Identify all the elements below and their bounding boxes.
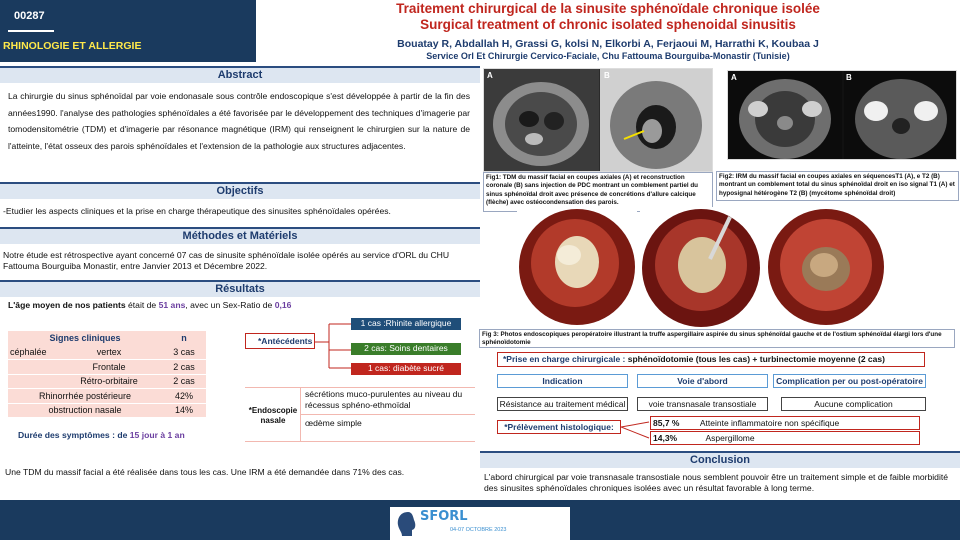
sign-n: 2 cas	[162, 374, 206, 389]
logo-subtext: 04-07 OCTOBRE 2023	[450, 527, 507, 533]
antecedent-item: 1 cas :Rhinite allergique	[351, 318, 461, 330]
duree-value: 15 jour à 1 an	[129, 430, 185, 440]
endoscopie-item: œdème simple	[305, 418, 362, 428]
fig3-endoscopy-photo-1	[517, 207, 637, 327]
resultats-heading: Résultats	[0, 280, 480, 297]
antecedents-label: *Antécédents	[245, 333, 315, 349]
conclusion-heading: Conclusion	[480, 451, 960, 468]
antecedents-connector	[315, 318, 355, 374]
sign-label: Rétro-orbitaire	[56, 374, 162, 389]
fig2-mri-image	[727, 70, 957, 160]
fig3-endoscopy-photo-3	[766, 207, 886, 327]
objectifs-text: -Etudier les aspects cliniques et la prise en charge thérapeutique des sinusites sphénoïdales opérées.	[3, 206, 391, 216]
histo-pct: 85,7 %	[653, 418, 680, 428]
methodes-text: Notre étude est rétrospective ayant concerné 07 cas de sinusite sphénoïdale isolée opérés au service d'ORL du CHU Fattouma Bourguiba Monastir, entre Janvier 2013 et Décembre 2022.	[3, 250, 450, 271]
complication-header: Complication per ou post-opératoire	[773, 374, 926, 388]
conclusion-text: L'abord chirurgical par voie transnasale transostiale nous semblent pouvoir être un traitement simple et de faible morbidité des sinusites sphénoïdales chroniques isolées avec un résultat favorable à long terme.	[484, 472, 949, 493]
table-row	[8, 389, 206, 404]
poster-theme: RHINOLOGIE ET ALLERGIE	[3, 40, 142, 52]
methodes-heading: Méthodes et Matériels	[0, 227, 480, 244]
table-row	[8, 360, 206, 375]
age-value: 51 ans	[158, 300, 186, 310]
indication-header: Indication	[497, 374, 628, 388]
fig2-caption: Fig2: IRM du massif facial en coupes axiales en séquencesT1 (A), e T2 (B) montrant un comblement total du sinus sphénoïdal droit en iso signal T1 (A) et hyposignal hétérogène T2 (B) (mycétome sphénoïdal droit)	[716, 171, 959, 201]
chirurgie-value: sphénoïdotomie (tous les cas) + turbinectomie moyenne (2 cas)	[627, 354, 885, 364]
histo-row-1	[650, 416, 920, 430]
endoscopie-item: sécrétions muco-purulentes au niveau du récessus sphéno-ethmoïdal	[305, 389, 463, 410]
ct-scan-graphic	[484, 69, 713, 172]
histo-row-2	[650, 431, 920, 445]
congress-logo	[390, 507, 570, 540]
histo-connector	[621, 418, 651, 444]
fig1-caption: Fig1: TDM du massif facial en coupes axiales (A) et reconstruction coronale (B) sans injection de PDC montrant un comblement partiel du sinus sphénoïdal droit avec présence de concrétions d'allure calcique (flèche) avec ostéocondensation des parois.	[483, 172, 713, 212]
voie-header: Voie d'abord	[637, 374, 768, 388]
table-row	[8, 374, 206, 389]
header-left-panel	[0, 0, 256, 62]
age-prefix: L'âge moyen de nos patients	[8, 300, 126, 310]
antecedent-item: 2 cas: Soins dentaires	[351, 343, 461, 355]
table-row	[8, 345, 206, 360]
fig1-ct-image	[483, 68, 713, 172]
logo-text: SFORL	[420, 509, 468, 524]
histo-pct: 14,3%	[653, 433, 678, 443]
duree-line	[18, 430, 185, 440]
endoscopy-photo-graphic	[766, 207, 886, 327]
sex-ratio: 0,16	[274, 300, 292, 310]
table-header-row	[8, 331, 206, 345]
endoscopie-row-divider	[300, 414, 475, 415]
fig1-label-b: B	[604, 71, 610, 80]
n-header: n	[181, 333, 187, 343]
mri-scan-graphic	[728, 71, 957, 160]
authors: Bouatay R, Abdallah H, Grassi G, kolsi N, Elkorbi A, Ferjaoui M, Harrathi K, Koubaa J	[397, 38, 819, 50]
voie-value: voie transnasale transostiale	[637, 397, 768, 411]
fig1-label-a: A	[487, 71, 493, 80]
title-french: Traitement chirurgical de la sinusite sphénoïdale chronique isolée	[396, 1, 820, 16]
sign-group	[8, 360, 56, 375]
age-sentence	[8, 300, 478, 310]
signs-header: Signes cliniques	[49, 333, 121, 343]
fig2-label-a: A	[731, 73, 737, 82]
chirurgie-box	[497, 352, 925, 367]
sign-label: Rhinorrhée postérieure	[8, 389, 162, 404]
endoscopy-photo-graphic	[517, 207, 637, 327]
age-sex: , avec un Sex-Ratio de	[185, 300, 273, 310]
sign-label: vertex	[56, 345, 162, 360]
sign-n: 2 cas	[162, 360, 206, 375]
profile-silhouette-icon	[394, 510, 418, 538]
abstract-text: La chirurgie du sinus sphénoïdal par voie endonasale sous contrôle endoscopique s'est développée à partir de la fin des années1990. l'analyse des pathologies sphénoïdales a été favorisée par le développement des techniques d'imagerie par tomodensitométrie (TDM) et d'imagerie par résonance magnétique (IRM) qui renseignent le chirurgien sur la nature de l'atteinte, l'état osseux des parois sphénoïdales et l'extension de la pathologie aux structures adjacentes.	[8, 91, 470, 151]
histo-label: *Prélèvement histologique:	[497, 420, 621, 434]
sign-n: 14%	[162, 403, 206, 418]
objectifs-heading: Objectifs	[0, 182, 480, 199]
indication-value: Résistance au traitement médical	[497, 397, 628, 411]
age-mid: était de	[128, 300, 157, 310]
chirurgie-label: *Prise en charge chirurgicale :	[503, 354, 626, 364]
sign-label: obstruction nasale	[8, 403, 162, 418]
table-row	[8, 403, 206, 418]
duree-label: Durée des symptômes : de	[18, 430, 128, 440]
sign-group: céphalée	[8, 345, 56, 360]
sign-n: 3 cas	[162, 345, 206, 360]
fig3-endoscopy-photo-2	[640, 207, 762, 329]
antecedent-item: 1 cas: diabète sucré	[351, 363, 461, 375]
clinical-signs-table	[8, 331, 206, 418]
sign-n: 42%	[162, 389, 206, 404]
imaging-note: Une TDM du massif facial a été réalisée dans tous les cas. Une IRM a été demandée dans 71% des cas.	[5, 467, 405, 477]
histo-text: Aspergillome	[705, 433, 755, 443]
institution: Service Orl Et Chirurgie Cervico-Faciale, Chu Fattouma Bourguiba-Monastir (Tunisie)	[426, 51, 790, 61]
endoscopy-photo-graphic	[640, 207, 762, 329]
poster-number-underline	[8, 30, 54, 32]
sign-group	[8, 374, 56, 389]
title-english: Surgical treatment of chronic isolated sphenoidal sinusitis	[420, 17, 796, 32]
fig2-label-b: B	[846, 73, 852, 82]
histo-text: Atteinte inflammatoire non spécifique	[699, 418, 840, 428]
fig3-caption: Fig 3: Photos endoscopiques peropératoire illustrant la truffe aspergillaire aspirée du sinus sphénoïdal gauche et de l'ostium sphénoïdal élargi lors d'une sphénoïdotomie	[479, 329, 955, 348]
complication-value: Aucune complication	[781, 397, 926, 411]
poster-number: 00287	[14, 10, 45, 22]
abstract-heading: Abstract	[0, 66, 480, 83]
header-title-block	[256, 0, 960, 62]
sign-label: Frontale	[56, 360, 162, 375]
endoscopie-label: *Endoscopie nasale	[248, 406, 298, 425]
